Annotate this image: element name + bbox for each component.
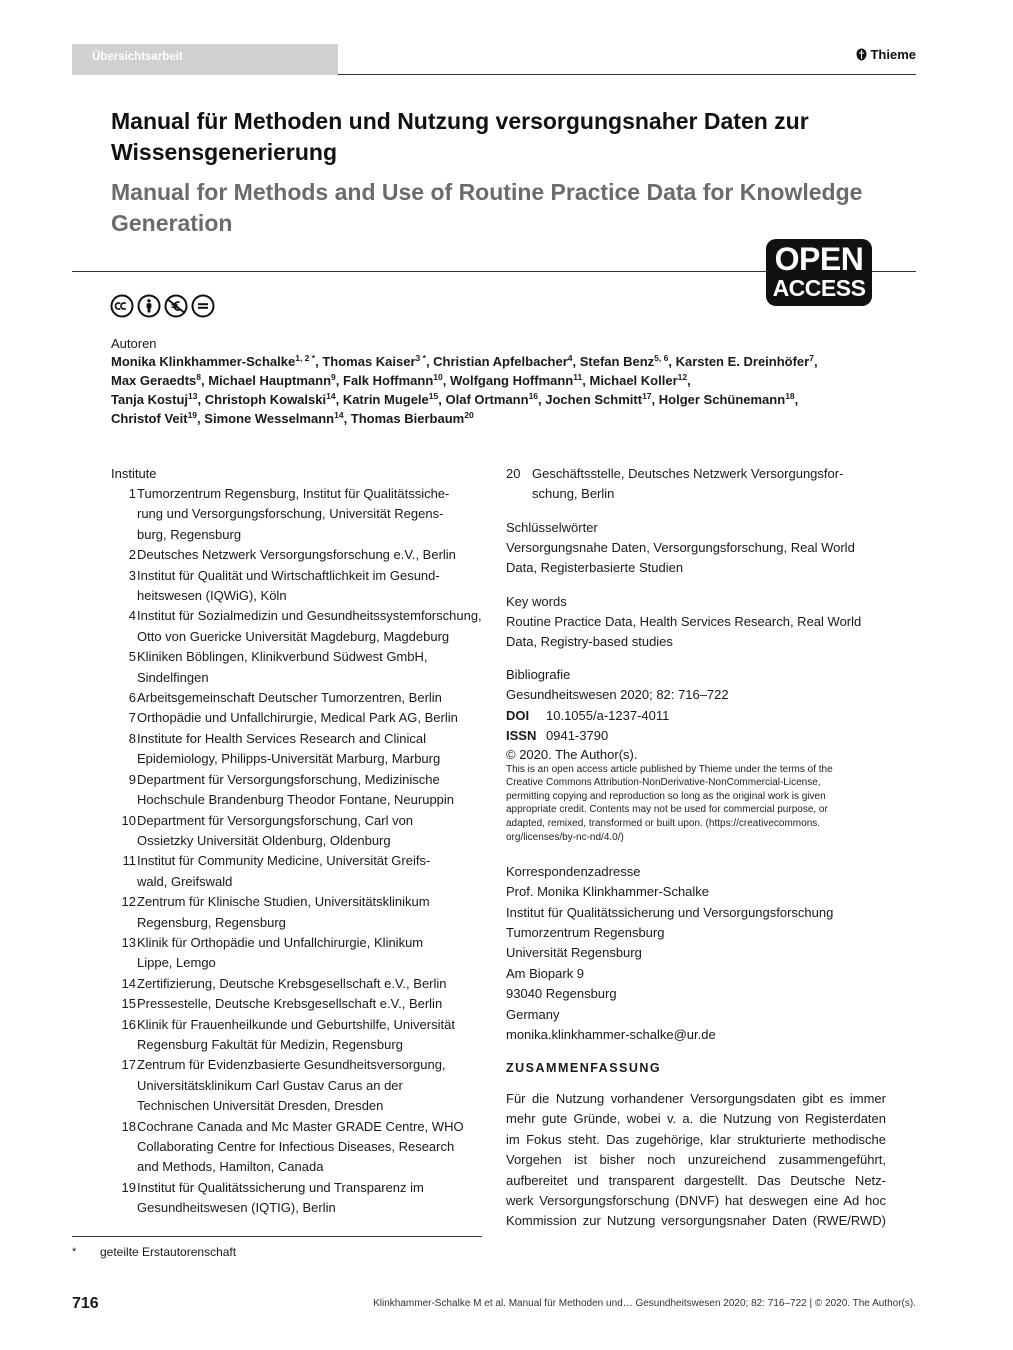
title-english: Manual for Methods and Use of Routine Practice Data for Knowledge Generation <box>111 179 863 236</box>
institute-number: 7 <box>128 710 136 726</box>
institute-line: Cochrane Canada and Mc Master GRADE Centre, WHO <box>137 1118 464 1134</box>
summary-line: mehr gute Gründe, wobei v. a. die Nutzung von Registerdaten <box>506 1111 886 1127</box>
institute-number: 14 <box>121 975 136 991</box>
institute-number: 20 <box>506 466 521 481</box>
author-name: Olaf Ortmann <box>445 392 529 407</box>
author <box>111 392 198 407</box>
institute-item <box>111 1117 483 1178</box>
author-name: Christoph Kowalski <box>204 392 327 407</box>
nc-icon <box>164 294 188 318</box>
author-name: Christian Apfelbacher <box>433 354 568 369</box>
institute-line: Institut für Qualität und Wirtschaftlichkeit im Gesund- <box>137 567 440 583</box>
correspondence-line: Universität Regensburg <box>506 945 642 961</box>
author <box>204 411 343 426</box>
summary-heading: ZUSAMMENFASSUNG <box>506 1061 662 1076</box>
institute-line: Gesundheitswesen (IQTIG), Berlin <box>137 1200 336 1216</box>
doi-row <box>506 706 886 726</box>
institutes-list <box>111 484 483 1219</box>
summary-line: aufbereitet und transparent dargestellt. Das Deutsche Netz- <box>506 1172 886 1188</box>
institute-text <box>137 606 483 647</box>
institute-item <box>111 566 483 607</box>
thieme-logo-icon <box>856 48 867 61</box>
author <box>205 392 336 407</box>
doi-value[interactable]: 10.1055/a-1237-4011 <box>546 707 670 723</box>
footnote-rule <box>72 1236 482 1237</box>
summary-text <box>506 1089 886 1232</box>
institute-item <box>111 994 483 1014</box>
correspondence-email[interactable]: monika.klinkhammer-schalke@ur.de <box>506 1027 716 1043</box>
correspondence <box>506 862 886 1045</box>
institute-line: Otto von Guericke Universität Magdeburg, Magdeburg <box>137 628 450 644</box>
author <box>676 354 814 369</box>
license-icons <box>110 294 215 318</box>
author-name: Holger Schünemann <box>658 392 786 407</box>
institute-text <box>137 647 483 688</box>
bibliography <box>506 665 886 844</box>
author-name: Katrin Mugele <box>342 392 429 407</box>
institute-20 <box>506 464 886 505</box>
institute-number: 13 <box>121 934 136 950</box>
bibliography-heading: Bibliografie <box>506 667 571 683</box>
institute-number: 1 <box>128 486 136 501</box>
institute-line: schung, Berlin <box>532 486 615 502</box>
institute-item <box>111 770 483 811</box>
license-line: permitting copying and reproduction so long as the original work is given <box>506 790 826 802</box>
institute-text <box>137 933 483 974</box>
author <box>659 392 795 407</box>
author-name: Thomas Bierbaum <box>350 411 465 426</box>
author-name: Tanja Kostuj <box>111 392 189 407</box>
license-line: adapted, remixed, transformed or built upon. (https://creativecommons. <box>506 818 821 830</box>
author-affiliation: 5, 6 <box>654 353 669 363</box>
institute-line: Geschäftsstelle, Deutsches Netzwerk Versorgungsfor- <box>532 466 844 481</box>
institute-number: 15 <box>121 996 136 1012</box>
institute-text <box>137 1055 483 1116</box>
institute-number: 18 <box>121 1118 136 1134</box>
correspondence-line: 93040 Regensburg <box>506 986 617 1002</box>
summary-line: Kommission zur Nutzung versorgungsnaher Daten (RWE/RWD) <box>506 1213 886 1229</box>
correspondence-line: Institut für Qualitätssicherung und Versorgungsforschung <box>506 904 834 920</box>
institute-line: Klinik für Frauenheilkunde und Geburtshilfe, Universität <box>137 1016 455 1032</box>
license-line: Creative Commons Attribution-NonDerivative-NonCommercial-License, <box>506 777 821 789</box>
author-affiliation: 10 <box>433 372 443 382</box>
institutes-heading: Institute <box>111 466 157 481</box>
institute-item <box>111 811 483 852</box>
author <box>445 392 538 407</box>
right-column <box>506 464 886 1232</box>
institute-number: 11 <box>122 853 136 869</box>
institute-line: Institute for Health Services Research and Clinical <box>137 730 427 746</box>
author <box>343 392 438 407</box>
institute-text <box>137 770 483 811</box>
institute-text <box>137 566 483 607</box>
institute-line: Technischen Universität Dresden, Dresden <box>137 1098 384 1114</box>
keywords-english <box>506 592 886 653</box>
institute-number: 8 <box>128 730 136 746</box>
institute-line: Institut für Community Medicine, Universität Greifs- <box>137 853 431 869</box>
author-affiliation: 1, 2 * <box>295 353 316 363</box>
journal-ref: Gesundheitswesen 2020; 82: 716–722 <box>506 687 729 703</box>
institute-text <box>137 1117 483 1178</box>
author-name: Max Geraedts <box>111 373 197 388</box>
doi-label: DOI <box>506 707 530 723</box>
institute-line: Institut für Qualitätssicherung und Transparenz im <box>137 1179 424 1195</box>
keywords-english-line: Routine Practice Data, Health Services Research, Real World <box>506 613 862 629</box>
institute-item <box>111 484 483 545</box>
publisher-name: Thieme <box>870 47 916 62</box>
correspondence-line: Am Biopark 9 <box>506 965 585 981</box>
institute-text <box>137 851 483 892</box>
by-icon <box>137 294 161 318</box>
summary-line: werk Versorgungsforschung (DNVF) hat deswegen eine Ad hoc <box>506 1192 886 1208</box>
institute-item <box>111 545 483 565</box>
institute-line: Department für Versorgungsforschung, Carl von <box>137 812 414 828</box>
header-rule <box>338 74 916 75</box>
institute-number: 17 <box>121 1057 136 1073</box>
institute-line: Lippe, Lemgo <box>137 955 216 971</box>
institute-item <box>111 729 483 770</box>
institute-text <box>137 892 483 933</box>
author-name: Stefan Benz <box>579 354 655 369</box>
author-affiliation: 18 <box>785 391 795 401</box>
keywords-german-line: Versorgungsnahe Daten, Versorgungsforschung, Real World <box>506 539 855 555</box>
institute-line: Kliniken Böblingen, Klinikverbund Südwest GmbH, <box>137 649 428 665</box>
institute-text <box>137 688 483 708</box>
institute-item <box>111 1178 483 1219</box>
correspondence-line: Germany <box>506 1006 560 1022</box>
summary-line: Für die Nutzung vorhandener Versorgungsdaten gibt es immer <box>506 1090 886 1106</box>
institute-line: Zertifizierung, Deutsche Krebsgesellschaft e.V., Berlin <box>137 975 447 991</box>
institute-line: Ossietzky Universität Oldenburg, Oldenburg <box>137 832 391 848</box>
author-affiliation: 12 <box>677 372 688 382</box>
open-access-line2: ACCESS <box>772 275 866 301</box>
institute-line: rung und Versorgungsforschung, Universität Regens- <box>137 506 444 522</box>
institute-item <box>111 892 483 933</box>
institute-text <box>532 464 843 505</box>
institute-number: 9 <box>128 771 136 787</box>
nd-icon <box>191 294 215 318</box>
author <box>111 354 315 369</box>
institute-line: Hochschule Brandenburg Theodor Fontane, Neuruppin <box>137 792 455 808</box>
license-line: appropriate credit. Contents may not be used for commercial purpose, or <box>506 804 828 816</box>
license-line: This is an open access article published by Thieme under the terms of the <box>506 763 833 775</box>
institute-number: 12 <box>121 894 136 910</box>
institute-item <box>111 851 483 892</box>
institute-line: burg, Regensburg <box>137 526 242 542</box>
institute-line: Institut für Sozialmedizin und Gesundheitssystemforschung, <box>137 608 482 624</box>
title-german: Manual für Methoden und Nutzung versorgungsnaher Daten zur Wissensgenerierung <box>111 108 809 165</box>
summary-line: Vorgehen ist bisher noch unzureichend zusammengeführt, <box>506 1152 886 1168</box>
open-access-badge <box>766 239 872 306</box>
author-affiliation: 7 <box>809 353 814 363</box>
author <box>208 373 336 388</box>
institute-item <box>111 647 483 688</box>
author-affiliation: 16 <box>528 391 539 401</box>
author-affiliation: 11 <box>573 372 583 382</box>
institute-line: Deutsches Netzwerk Versorgungsforschung e.V., Berlin <box>137 547 456 563</box>
author-name: Wolfgang Hoffmann <box>450 373 574 388</box>
keywords-english-heading: Key words <box>506 593 567 609</box>
institute-line: Sindelfingen <box>137 669 209 685</box>
institute-text <box>137 974 483 994</box>
author-affiliation: 19 <box>187 410 198 420</box>
author-name: Simone Wesselmann <box>204 411 335 426</box>
author-affiliation: 9 <box>331 372 336 382</box>
author-name: Falk Hoffmann <box>343 373 434 388</box>
institute-line: heitswesen (IQWiG), Köln <box>137 588 287 604</box>
institute-text <box>137 545 483 565</box>
author <box>545 392 651 407</box>
institute-text <box>137 1178 483 1219</box>
author <box>351 411 474 426</box>
author-name: Jochen Schmitt <box>545 392 643 407</box>
cc-icon <box>110 294 134 318</box>
author-name: Michael Hauptmann <box>208 373 332 388</box>
keywords-german-line: Data, Registerbasierte Studien <box>506 560 684 576</box>
correspondence-address <box>506 882 886 1045</box>
author <box>580 354 669 369</box>
institute-item <box>111 688 483 708</box>
institute-line: Arbeitsgemeinschaft Deutscher Tumorzentren, Berlin <box>137 690 442 706</box>
page-number: 716 <box>72 1295 99 1312</box>
author <box>433 354 572 369</box>
institute-line: Pressestelle, Deutsche Krebsgesellschaft e.V., Berlin <box>137 996 443 1012</box>
institute-number: 19 <box>121 1179 136 1195</box>
author <box>111 411 197 426</box>
institute-line: Regensburg Fakultät für Medizin, Regensburg <box>137 1036 403 1052</box>
author-affiliation: 15 <box>428 391 439 401</box>
institute-number: 10 <box>121 812 136 828</box>
author-affiliation: 3 * <box>415 353 426 363</box>
correspondence-heading: Korrespondenzadresse <box>506 864 641 880</box>
footnote-mark: * <box>72 1246 77 1258</box>
author-affiliation: 13 <box>188 391 198 401</box>
institute-line: Tumorzentrum Regensburg, Institut für Qualitätssiche- <box>137 486 450 501</box>
author <box>111 373 201 388</box>
issn-label: ISSN <box>506 728 537 744</box>
institute-item <box>111 606 483 647</box>
publisher-brand <box>856 47 916 62</box>
author-name: Thomas Kaiser <box>322 354 416 369</box>
author-name: Monika Klinkhammer-Schalke <box>111 354 296 369</box>
author <box>343 373 443 388</box>
author-name: Karsten E. Dreinhöfer <box>675 354 810 369</box>
institute-text <box>137 994 483 1014</box>
summary-line: im Fokus steht. Das zugehörige, klar strukturierte methodische <box>506 1131 886 1147</box>
institute-item <box>111 708 483 728</box>
institute-line: and Methods, Hamilton, Canada <box>137 1159 324 1175</box>
copyright: © 2020. The Author(s). <box>506 746 638 762</box>
running-citation: Klinkhammer-Schalke M et al. Manual für Methoden und… Gesundheitswesen 2020; 82: 716–722 | © 2020. The Author(s). <box>373 1298 916 1309</box>
keywords-german-heading: Schlüsselwörter <box>506 519 598 535</box>
author-list: Monika Klinkhammer-Schalke$^{1, 2 *}$, Thomas Kaiser$^{3 *}$, Christian Apfelbacher$^4$, Stefan Benz$^{5, 6}$, Karsten E. Dreinhöfer$^7$, Max Geraedts$^8$, Michael Hauptmann$^9$, Falk Hoffmann$^{10}$, Wolfgang Hoffmann$^{11}$, Michael Koller$^{12}$, Tanja Kostuj$^{13}$, Christoph Kowalski$^{14}$, Katrin Mugele$^{15}$, Olaf Ortmann$^{16}$, Jochen Schmitt$^{17}$, Holger Schünemann$^{18}$, Christof Veit$^{19}$, Simone Wesselmann$^{14}$, Thomas Bierbaum$^{20}$ <box>111 353 818 426</box>
author-affiliation: 20 <box>464 410 474 420</box>
institute-item <box>111 1055 483 1116</box>
institute-line: Department für Versorgungsforschung, Medizinische <box>137 771 440 787</box>
institute-line: Zentrum für Klinische Studien, Universitätsklinikum <box>137 894 430 910</box>
correspondence-line: Prof. Monika Klinkhammer-Schalke <box>506 884 710 900</box>
authors-label: Autoren <box>111 336 157 351</box>
keywords-german <box>506 518 886 579</box>
institute-line: Zentrum für Evidenzbasierte Gesundheitsversorgung, <box>137 1057 446 1073</box>
institute-line: Regensburg, Regensburg <box>137 914 286 930</box>
institute-text <box>137 729 483 770</box>
footnote-text: geteilte Erstautorenschaft <box>100 1245 237 1259</box>
institute-text <box>137 708 483 728</box>
author-affiliation: 4 <box>567 353 573 363</box>
institute-text <box>137 811 483 852</box>
institute-text <box>137 484 483 545</box>
category-label: Übersichtsarbeit <box>92 51 183 63</box>
author <box>322 354 426 369</box>
issn-value: 0941-3790 <box>546 728 609 744</box>
institute-number: 16 <box>121 1016 136 1032</box>
author <box>589 373 687 388</box>
institute-line: Epidemiology, Philipps-Universität Marburg, Marburg <box>137 751 441 767</box>
author-affiliation: 14 <box>334 410 344 420</box>
institute-number: 2 <box>128 547 136 563</box>
institute-line: wald, Greifswald <box>137 873 233 889</box>
author-name: Christof Veit <box>111 411 188 426</box>
license-text <box>506 763 886 845</box>
keywords-english-line: Data, Registry-based studies <box>506 634 673 650</box>
institute-line: Klinik für Orthopädie und Unfallchirurgie, Klinikum <box>137 934 424 950</box>
institute-item <box>111 974 483 994</box>
author <box>450 373 582 388</box>
author-affiliation: 14 <box>326 391 336 401</box>
issn-row <box>506 726 886 746</box>
author-affiliation: 17 <box>642 391 652 401</box>
institute-item <box>111 1015 483 1056</box>
open-access-line1: OPEN <box>774 241 864 277</box>
institute-number: 5 <box>128 649 136 665</box>
institute-number: 3 <box>128 567 136 583</box>
institute-line: Universitätsklinikum Carl Gustav Carus an der <box>137 1077 403 1093</box>
institute-item <box>111 933 483 974</box>
author-name: Michael Koller <box>589 373 678 388</box>
license-line: org/licenses/by-nc-nd/4.0/) <box>506 831 624 843</box>
institute-line: Orthopädie und Unfallchirurgie, Medical Park AG, Berlin <box>137 710 458 726</box>
institute-number: 4 <box>128 608 136 624</box>
correspondence-line: Tumorzentrum Regensburg <box>506 925 665 941</box>
institute-line: Collaborating Centre for Infectious Diseases, Research <box>137 1139 455 1154</box>
institute-number: 6 <box>128 690 136 706</box>
institute-text <box>137 1015 483 1056</box>
author-affiliation: 8 <box>196 372 201 382</box>
